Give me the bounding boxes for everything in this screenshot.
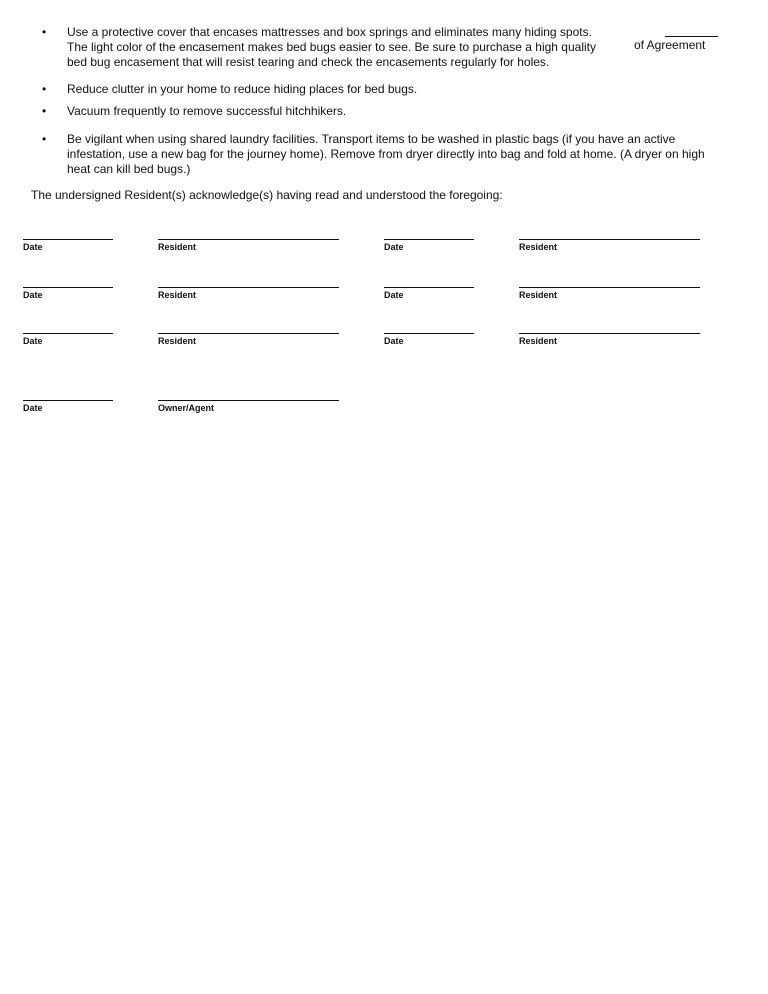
date-label: Date	[23, 242, 43, 252]
bullet-text	[67, 132, 747, 177]
date-signature-line[interactable]	[23, 239, 113, 252]
bullet-line: Reduce clutter in your home to reduce hiding places for bed bugs.	[67, 82, 418, 96]
bullet-line: bed bug encasement that will resist tearing and check the encasements regularly for holes.	[67, 55, 550, 69]
bullet-line: Use a protective cover that encases mattresses and box springs and eliminates many hiding spots.	[67, 25, 592, 39]
resident-label: Resident	[158, 336, 197, 346]
bullet-icon: •	[42, 132, 47, 146]
bullet-line: Vacuum frequently to remove successful hitchhikers.	[67, 104, 347, 118]
resident-label: Resident	[158, 290, 197, 300]
date-label: Date	[384, 290, 404, 300]
acknowledgement-text: The undersigned Resident(s) acknowledge(s) having read and understood the foregoing:	[31, 188, 503, 202]
resident-label: Resident	[519, 290, 558, 300]
resident-signature-line[interactable]	[158, 333, 339, 346]
date-signature-line[interactable]	[23, 400, 113, 413]
resident-signature-line[interactable]	[519, 287, 700, 300]
side-label-agreement: of Agreement	[634, 38, 706, 52]
bullet-text	[67, 104, 747, 119]
resident-signature-line[interactable]	[519, 239, 700, 252]
date-signature-line[interactable]	[23, 287, 113, 300]
resident-label: Resident	[519, 242, 558, 252]
bullet-line: Be vigilant when using shared laundry facilities. Transport items to be washed in plastic bags (if you have an active	[67, 132, 676, 146]
resident-signature-line[interactable]	[158, 239, 339, 252]
resident-signature-line[interactable]	[519, 333, 700, 346]
date-label: Date	[384, 242, 404, 252]
date-signature-line[interactable]	[384, 333, 474, 346]
bullet-text	[67, 82, 747, 97]
bullet-icon: •	[42, 25, 47, 39]
initials-blank-line[interactable]	[665, 36, 718, 37]
date-label: Date	[23, 336, 43, 346]
date-signature-line[interactable]	[384, 287, 474, 300]
bullet-line: The light color of the encasement makes bed bugs easier to see. Be sure to purchase a high quality	[67, 40, 596, 54]
owner-agent-label: Owner/Agent	[158, 403, 215, 413]
bullet-line: infestation, use a new bag for the journey home). Remove from dryer directly into bag and fold at home. (A dryer on high	[67, 147, 705, 161]
date-signature-line[interactable]	[23, 333, 113, 346]
resident-label: Resident	[158, 242, 197, 252]
resident-label: Resident	[519, 336, 558, 346]
bullet-icon: •	[42, 104, 47, 118]
bullet-line: heat can kill bed bugs.)	[67, 162, 191, 176]
owner-agent-signature-line[interactable]	[158, 400, 339, 413]
date-signature-line[interactable]	[384, 239, 474, 252]
date-label: Date	[384, 336, 404, 346]
date-label: Date	[23, 403, 43, 413]
bullet-icon: •	[42, 82, 47, 96]
date-label: Date	[23, 290, 43, 300]
resident-signature-line[interactable]	[158, 287, 339, 300]
